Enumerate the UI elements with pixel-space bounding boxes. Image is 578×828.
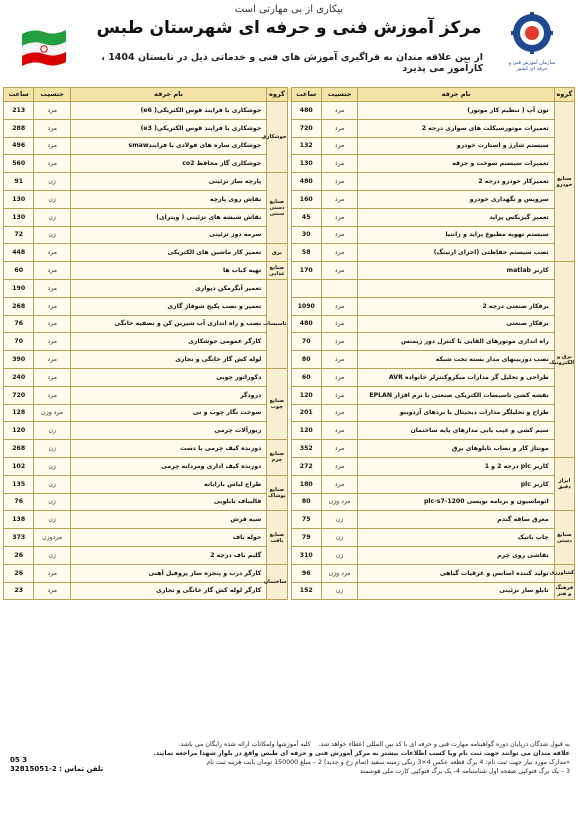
course-hours: 26: [4, 564, 34, 582]
course-name: درودگر: [70, 386, 266, 404]
page-title: مرکز آموزش فنی و حرفه ای شهرستان طبس: [96, 18, 482, 38]
table-row: [4, 208, 575, 226]
course-gender: مرد: [34, 368, 70, 386]
course-name: شیه فرش: [70, 511, 266, 529]
course-gender: مرد: [321, 137, 357, 155]
course-hours: 720: [4, 386, 34, 404]
course-name: راه اندازی موتورهای القایی با کنترل دور زیمنس: [358, 333, 554, 351]
column-gap: [287, 368, 291, 386]
course-gender: مرد: [321, 333, 357, 351]
column-gap: [287, 493, 291, 511]
course-hours: 190: [4, 279, 34, 297]
course-name: طراح و تحلیلگر مدارات دیجیتال با بردهای آردوینو: [358, 404, 554, 422]
course-gender: زن: [34, 190, 70, 208]
section-label: صنایع دستی سنتی: [267, 173, 287, 244]
column-gap: [287, 262, 291, 280]
column-gap: [287, 119, 291, 137]
course-name: نقشه کشی تاسیسات الکتریکی صنعتی با نرم افزار EPLAN: [358, 386, 554, 404]
course-hours: 1090: [291, 297, 321, 315]
course-hours: 720: [291, 119, 321, 137]
phone-code: 3 05: [10, 756, 28, 764]
course-name: سیستم شارژ و استارت خودرو: [358, 137, 554, 155]
course-name: لوله کش گاز خانگی و تجاری: [70, 351, 266, 369]
course-gender: مرد: [321, 155, 357, 173]
course-name: قالیباف تابلویی: [70, 493, 266, 511]
course-gender: مرد: [34, 279, 70, 297]
course-hours: 80: [291, 351, 321, 369]
section-label: فرهنگ و هنر: [554, 582, 574, 600]
course-gender: مرد: [321, 457, 357, 475]
course-name: جوشکاری با فرایند قوس الکتریکی( e6): [70, 102, 266, 120]
course-gender: مرد: [34, 119, 70, 137]
course-gender: زن: [34, 208, 70, 226]
course-hours: 160: [291, 190, 321, 208]
course-name: تابلو ساز تزئینی: [358, 582, 554, 600]
table-row: [4, 493, 575, 511]
course-gender: زن: [321, 529, 357, 547]
course-gender: مرد: [321, 226, 357, 244]
course-hours: 152: [291, 582, 321, 600]
table-row: [4, 155, 575, 173]
course-hours: 23: [4, 582, 34, 600]
table-row: [4, 511, 575, 529]
course-name: [358, 279, 554, 297]
table-row: [4, 137, 575, 155]
course-hours: 45: [291, 208, 321, 226]
column-gap: [287, 244, 291, 262]
course-name: کاربر plc: [358, 475, 554, 493]
course-name: تعمیرات سیستم سوخت و جرقه: [358, 155, 554, 173]
course-hours: 213: [4, 102, 34, 120]
column-gap: [287, 351, 291, 369]
course-gender: زن: [34, 493, 70, 511]
course-gender: مرد وزن: [321, 564, 357, 582]
course-name: سیستم تهویه مطبوع پراید و زانتیا: [358, 226, 554, 244]
header-gender: جنسیت: [34, 88, 70, 102]
course-hours: 80: [291, 493, 321, 511]
course-hours: 120: [4, 422, 34, 440]
course-gender: مردوزن: [34, 529, 70, 547]
table-row: [4, 244, 575, 262]
course-gender: مرد: [34, 137, 70, 155]
table-row: [4, 262, 575, 280]
column-gap: [287, 208, 291, 226]
course-name: مونتاژ کار و نصاب تابلوهای برق: [358, 440, 554, 458]
footer-certificate-note: به قبول شدگان درپایان دوره گواهینامه مهارت فنی و حرفه ای با کد بین المللی اعطاء خواهد شد. کلیه آموزشها وامکانات ارائه شده رایگان می باشد.: [178, 741, 570, 748]
course-hours: 70: [291, 333, 321, 351]
footer-registration-note: علاقه مندان می توانند جهت ثبت نام ویا کسب اطلاعات بیشتر به مرکز آموزش فنی و حرفه ای طبس واقع در بلوار شهدا مراجعه نمایند.: [153, 750, 570, 757]
section-label: صنایع بافت: [267, 511, 287, 564]
course-name: تعمیر کار ماشین های الکتریکی: [70, 244, 266, 262]
course-name: طراح لباس بارایانه: [70, 475, 266, 493]
course-gender: مرد: [321, 244, 357, 262]
course-gender: مرد: [34, 155, 70, 173]
table-row: [4, 226, 575, 244]
column-gap: [287, 422, 291, 440]
table-row: [4, 404, 575, 422]
footer-documents-note-2: 3 – یک برگ فتوکپی صفحه اول شناسنامه 4- یک برگ فتوکپی کارت ملی هوشمند: [359, 768, 570, 775]
course-gender: مرد: [34, 333, 70, 351]
table-row: [4, 440, 575, 458]
column-gap: [287, 511, 291, 529]
course-name: زیورآلات چرمی: [70, 422, 266, 440]
course-name: نصب سیستم حفاظتی (اجزای ارتینگ): [358, 244, 554, 262]
course-hours: 180: [291, 475, 321, 493]
course-hours: 130: [4, 208, 34, 226]
course-hours: 448: [4, 244, 34, 262]
column-gap: [287, 475, 291, 493]
course-name: پارچه ساز تزئینی: [70, 173, 266, 191]
course-name: سرمه دوز تزئینی: [70, 226, 266, 244]
course-hours: 58: [291, 244, 321, 262]
course-hours: 70: [4, 333, 34, 351]
course-gender: مرد: [321, 262, 357, 280]
contact-phone: [10, 756, 103, 774]
column-gap: [287, 457, 291, 475]
course-gender: مرد: [34, 582, 70, 600]
course-name: تعمیرکار خودرو درجه 2: [358, 173, 554, 191]
table-row: [4, 475, 575, 493]
header-name: نام حرفه: [358, 88, 554, 102]
header-section: گروه: [554, 88, 574, 102]
course-gender: مرد: [34, 386, 70, 404]
course-name: جوشکاری با فرایند قوس الکتریکی( e3): [70, 119, 266, 137]
course-name: سرویس و نگهداری خودرو: [358, 190, 554, 208]
section-label: صنایع دستی: [554, 511, 574, 564]
course-name: دوزنده کیف اداری ومردانه چرمی: [70, 457, 266, 475]
column-gap: [287, 137, 291, 155]
table-row: [4, 351, 575, 369]
course-name: تعمیرات موتورسیکلت های سواری درجه 2: [358, 119, 554, 137]
column-gap: [287, 279, 291, 297]
column-gap: [287, 582, 291, 600]
course-hours: 272: [291, 457, 321, 475]
course-name: سوخت نگار چوب و نی: [70, 404, 266, 422]
column-gap: [287, 564, 291, 582]
course-hours: 201: [291, 404, 321, 422]
course-hours: 72: [4, 226, 34, 244]
course-name: تعمیر و نصب پکیج شوفاژ گازی: [70, 297, 266, 315]
table-row: [4, 368, 575, 386]
course-gender: زن: [34, 511, 70, 529]
course-hours: 288: [4, 119, 34, 137]
course-gender: مرد: [321, 351, 357, 369]
course-gender: مرد: [321, 190, 357, 208]
course-name: سیم کشی و عیب یابی مدارهای پایه ساختمان: [358, 422, 554, 440]
column-gap: [287, 190, 291, 208]
course-gender: مرد: [321, 315, 357, 333]
course-hours: 352: [291, 440, 321, 458]
course-name: کارگر درب و پنجره ساز پروفیل آهنی: [70, 564, 266, 582]
course-name: اتوماسیون و برنامه نویسی plc-s7-1200: [358, 493, 554, 511]
course-gender: مرد: [34, 102, 70, 120]
course-hours: 480: [291, 173, 321, 191]
course-name: دکوراتور چوبی: [70, 368, 266, 386]
course-hours: 120: [291, 386, 321, 404]
org-caption: سازمان آموزش فنی و حرفه ای کشور: [508, 60, 556, 72]
column-gap: [287, 404, 291, 422]
table-row: [4, 564, 575, 582]
section-label: برق: [267, 244, 287, 262]
course-gender: مرد: [34, 315, 70, 333]
course-name: جوشکاری سازه های فولادی با فرایندsmaw: [70, 137, 266, 155]
table-row: [4, 422, 575, 440]
section-label: جوشکاری: [267, 102, 287, 173]
course-name: نقاشی روی چرم: [358, 546, 554, 564]
course-name: کارگر لوله کش گاز خانگی و تجاری: [70, 582, 266, 600]
table-row: [4, 190, 575, 208]
course-name: تون آپ ( تنظیم کار موتور): [358, 102, 554, 120]
org-logo: [506, 12, 558, 72]
section-label: کشاورزی: [554, 564, 574, 582]
header-hours: ساعت: [291, 88, 321, 102]
course-gender: مرد: [34, 262, 70, 280]
course-name: گلیم باف درجه 2: [70, 546, 266, 564]
course-gender: زن: [321, 546, 357, 564]
footer-documents-note: «مدارک مورد نیاز جهت ثبت نام: 4 برگ قطعه عکس 4×3 رنگی زمینه سفید (تمام رخ و جدید) 2 – مبلغ 150000 تومان بابت هزینه ثبت نام: [206, 759, 570, 766]
course-name: نصب و راه اندازی آب شیرین کن و تصفیه خانگی: [70, 315, 266, 333]
course-hours: 79: [291, 529, 321, 547]
column-gap: [287, 173, 291, 191]
section-label: ساختمان: [267, 564, 287, 600]
course-gender: مرد: [321, 386, 357, 404]
section-label: صنایع پوشاک: [267, 475, 287, 511]
course-gender: مرد: [321, 475, 357, 493]
table-row: [4, 386, 575, 404]
section-label: ابزار دقیق: [554, 457, 574, 510]
course-gender: مرد وزن: [321, 493, 357, 511]
course-hours: 240: [4, 368, 34, 386]
table-row: [4, 315, 575, 333]
course-gender: زن: [34, 440, 70, 458]
column-gap: [287, 386, 291, 404]
header-name: نام حرفه: [70, 88, 266, 102]
column-gap: [287, 102, 291, 120]
course-hours: [291, 279, 321, 297]
course-hours: 128: [4, 404, 34, 422]
table-header-row: [4, 88, 575, 102]
course-hours: 132: [291, 137, 321, 155]
course-gender: مرد: [34, 564, 70, 582]
course-hours: 60: [291, 368, 321, 386]
course-name: نصب دوربینهای مدار بسته تحت شبکه: [358, 351, 554, 369]
column-gap: [287, 333, 291, 351]
phone-number: تلفن تماس : 2-32815051: [10, 765, 104, 773]
course-hours: 560: [4, 155, 34, 173]
course-name: برقکار صنعتی: [358, 315, 554, 333]
course-hours: 138: [4, 511, 34, 529]
course-gender: مرد وزن: [34, 404, 70, 422]
column-gap: [287, 315, 291, 333]
section-label: برق و الکترونیک: [554, 262, 574, 458]
table-row: [4, 546, 575, 564]
course-gender: مرد: [321, 422, 357, 440]
header-section: گروه: [267, 88, 287, 102]
course-gender: مرد: [321, 102, 357, 120]
course-hours: 496: [4, 137, 34, 155]
course-hours: 75: [291, 511, 321, 529]
table-row: [4, 529, 575, 547]
course-gender: مرد: [34, 351, 70, 369]
courses-table: [3, 87, 575, 600]
course-name: تعمیر آبگرمکن دیواری: [70, 279, 266, 297]
course-name: جوشکاری گاز محافظ co2: [70, 155, 266, 173]
course-name: حوله باف: [70, 529, 266, 547]
course-hours: 96: [291, 564, 321, 582]
course-name: کارگر عمومی جوشکاری: [70, 333, 266, 351]
course-hours: 390: [4, 351, 34, 369]
table-row: [4, 119, 575, 137]
course-hours: 170: [291, 262, 321, 280]
column-gap: [287, 297, 291, 315]
table-row: [4, 333, 575, 351]
course-hours: 102: [4, 457, 34, 475]
course-name: نقاش روی پارچه: [70, 190, 266, 208]
course-gender: زن: [321, 511, 357, 529]
course-name: کاربر matlab: [358, 262, 554, 280]
course-name: برقکار صنعتی درجه 2: [358, 297, 554, 315]
table-row: [4, 102, 575, 120]
course-hours: 268: [4, 440, 34, 458]
course-hours: 130: [291, 155, 321, 173]
course-hours: 91: [4, 173, 34, 191]
course-hours: 76: [4, 493, 34, 511]
table-row: [4, 279, 575, 297]
course-gender: زن: [34, 475, 70, 493]
page-header: [0, 0, 578, 86]
column-gap: [287, 440, 291, 458]
course-hours: 130: [4, 190, 34, 208]
course-name: تهیه کباب ها: [70, 262, 266, 280]
section-label: صنایع خودرو: [554, 102, 574, 262]
course-gender: مرد: [321, 368, 357, 386]
course-hours: 30: [291, 226, 321, 244]
course-gender: مرد: [321, 404, 357, 422]
course-gender: زن: [34, 457, 70, 475]
course-hours: 26: [4, 546, 34, 564]
course-gender: زن: [321, 582, 357, 600]
course-hours: 120: [291, 422, 321, 440]
header-hours: ساعت: [4, 88, 34, 102]
course-name: کاربر plc درجه 2 و 1: [358, 457, 554, 475]
table-row: [4, 173, 575, 191]
column-gap: [287, 88, 291, 102]
course-name: تعمیر گیربکس پراید: [358, 208, 554, 226]
slogan: بیکاری از بی مهارتی است: [234, 4, 344, 15]
column-gap: [287, 155, 291, 173]
course-gender: مرد: [321, 297, 357, 315]
course-name: طراحی و تحلیل گر مدارات میکروکنترلر خانواده AVR: [358, 368, 554, 386]
course-hours: 310: [291, 546, 321, 564]
column-gap: [287, 546, 291, 564]
course-gender: زن: [34, 546, 70, 564]
course-gender: مرد: [321, 208, 357, 226]
course-name: نقاش شیشه های تزئینی ( ویترای): [70, 208, 266, 226]
course-name: معرق ساقه گندم: [358, 511, 554, 529]
course-gender: زن: [34, 422, 70, 440]
column-gap: [287, 529, 291, 547]
table-row: [4, 457, 575, 475]
course-gender: زن: [34, 173, 70, 191]
table-row: [4, 582, 575, 600]
section-label: تاسیسات: [267, 279, 287, 368]
intro-text: از بین علاقه مندان به فراگیری آموزش های فنی و خدماتی ذیل در تابستان 1404 ، کارآموز می پذیرد: [101, 52, 483, 74]
course-name: دوزنده کیف چرمی با دست: [70, 440, 266, 458]
course-hours: 480: [291, 315, 321, 333]
course-hours: 60: [4, 262, 34, 280]
section-label: صنایع غذایی: [267, 262, 287, 280]
column-gap: [287, 226, 291, 244]
course-gender: مرد: [321, 173, 357, 191]
course-hours: 135: [4, 475, 34, 493]
table-row: [4, 297, 575, 315]
gear-logo-icon: [509, 12, 555, 54]
course-hours: 76: [4, 315, 34, 333]
course-gender: مرد: [321, 440, 357, 458]
course-gender: مرد: [34, 244, 70, 262]
course-gender: زن: [34, 226, 70, 244]
section-label: صنایع چوب: [267, 368, 287, 439]
course-gender: مرد: [34, 297, 70, 315]
course-hours: 268: [4, 297, 34, 315]
course-name: چاپ باتیک: [358, 529, 554, 547]
course-gender: مرد: [321, 119, 357, 137]
course-hours: 480: [291, 102, 321, 120]
iran-flag-emblem-icon: [18, 20, 70, 70]
header-gender: جنسیت: [321, 88, 357, 102]
course-name: تولید کننده اسانس و عرقیات گیاهی: [358, 564, 554, 582]
section-label: صنایع چرم: [267, 440, 287, 476]
course-hours: 373: [4, 529, 34, 547]
course-gender: [321, 279, 357, 297]
